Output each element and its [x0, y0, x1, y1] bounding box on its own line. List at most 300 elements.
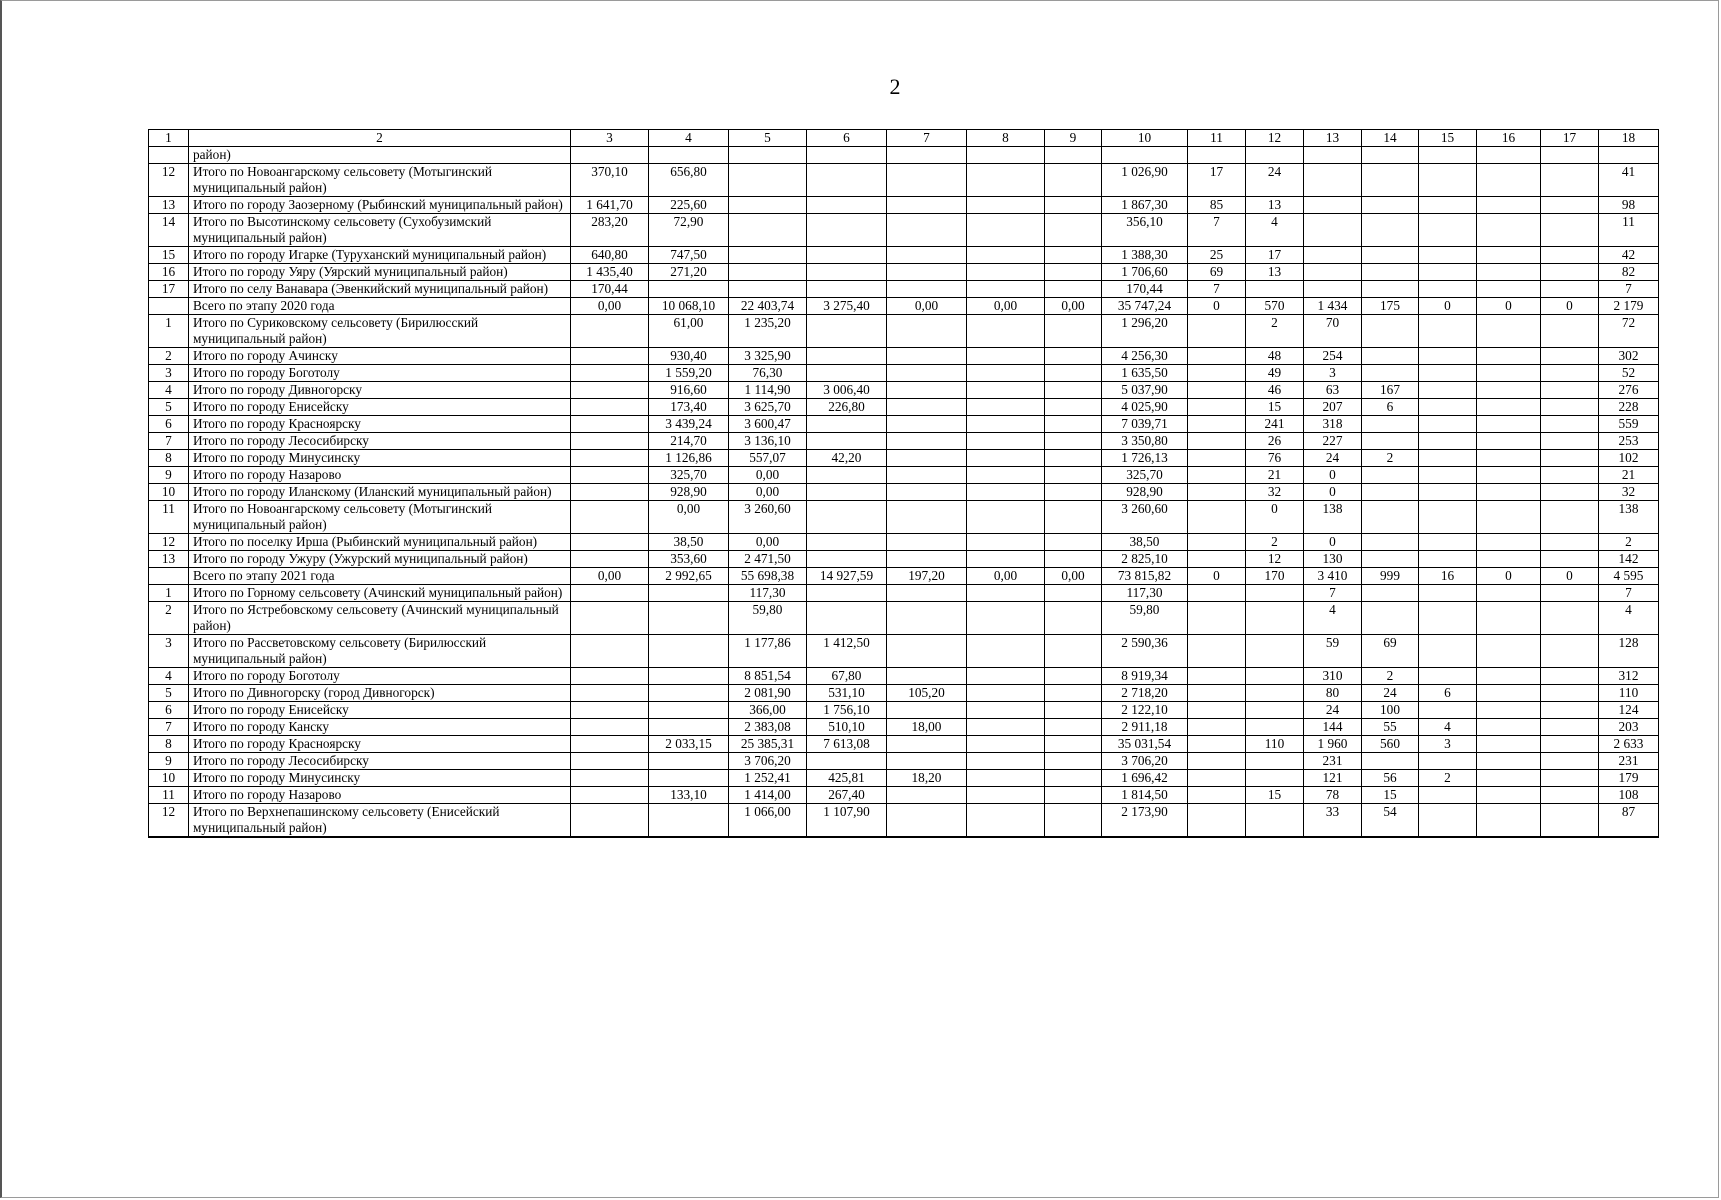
table-cell: 12 [1246, 551, 1304, 568]
table-cell [1419, 551, 1477, 568]
table-cell [1246, 635, 1304, 668]
table-row [149, 348, 1659, 365]
table-cell [967, 348, 1045, 365]
table-cell: 59,80 [1102, 602, 1188, 635]
table-cell [1246, 585, 1304, 602]
table-cell: 3 706,20 [729, 753, 807, 770]
table-cell: 203 [1599, 719, 1659, 736]
row-number: 8 [149, 450, 189, 467]
table-cell [1362, 467, 1419, 484]
table-cell: 207 [1304, 399, 1362, 416]
table-cell [1419, 399, 1477, 416]
row-number: 7 [149, 719, 189, 736]
table-cell [887, 787, 967, 804]
table-cell [1045, 719, 1102, 736]
row-number: 9 [149, 753, 189, 770]
table-cell [1045, 585, 1102, 602]
table-cell [1477, 804, 1541, 838]
table-cell: 3 625,70 [729, 399, 807, 416]
table-cell [1477, 416, 1541, 433]
row-number: 14 [149, 214, 189, 247]
table-cell: 570 [1246, 298, 1304, 315]
table-cell [887, 467, 967, 484]
table-row [149, 382, 1659, 399]
table-cell [1045, 382, 1102, 399]
table-cell: 0,00 [649, 501, 729, 534]
row-number: 8 [149, 736, 189, 753]
table-cell: 142 [1599, 551, 1659, 568]
row-name: Итого по городу Игарке (Туруханский муниципальный район) [189, 247, 571, 264]
table-cell: 22 403,74 [729, 298, 807, 315]
table-cell: 144 [1304, 719, 1362, 736]
table-cell [1362, 416, 1419, 433]
table-row [149, 450, 1659, 467]
table-cell: 4 [1304, 602, 1362, 635]
row-name: Итого по селу Ванавара (Эвенкийский муниципальный район) [189, 281, 571, 298]
table-cell: 276 [1599, 382, 1659, 399]
table-cell [1541, 585, 1599, 602]
table-cell [967, 787, 1045, 804]
table-cell: 2 081,90 [729, 685, 807, 702]
table-cell [1541, 804, 1599, 838]
table-cell: 42,20 [807, 450, 887, 467]
table-cell [1188, 501, 1246, 534]
column-header: 13 [1304, 130, 1362, 147]
table-cell [1045, 399, 1102, 416]
table-cell [1188, 348, 1246, 365]
table-cell: 117,30 [1102, 585, 1188, 602]
table-cell: 8 919,34 [1102, 668, 1188, 685]
table-cell: 640,80 [571, 247, 649, 264]
table-cell [1541, 382, 1599, 399]
table-cell [1304, 264, 1362, 281]
table-cell: 72,90 [649, 214, 729, 247]
table-cell [1419, 147, 1477, 164]
row-name: Итого по Суриковскому сельсовету (Бирилюсский муниципальный район) [189, 315, 571, 348]
table-cell [729, 264, 807, 281]
table-cell: 2 911,18 [1102, 719, 1188, 736]
table-cell [1246, 702, 1304, 719]
table-cell [1188, 585, 1246, 602]
row-name: Итого по поселку Ирша (Рыбинский муниципальный район) [189, 534, 571, 551]
row-name: Всего по этапу 2020 года [189, 298, 571, 315]
table-cell [967, 450, 1045, 467]
column-header: 3 [571, 130, 649, 147]
table-row [149, 551, 1659, 568]
table-cell: 138 [1304, 501, 1362, 534]
table-cell [807, 365, 887, 382]
row-number: 11 [149, 787, 189, 804]
table-cell [1045, 602, 1102, 635]
table-cell [1541, 602, 1599, 635]
table-cell [1419, 753, 1477, 770]
table-cell: 63 [1304, 382, 1362, 399]
table-cell [1362, 484, 1419, 501]
table-cell: 7 [1304, 585, 1362, 602]
table-cell: 0,00 [887, 298, 967, 315]
table-cell: 318 [1304, 416, 1362, 433]
table-cell [807, 348, 887, 365]
table-cell: 0 [1419, 298, 1477, 315]
row-number: 13 [149, 551, 189, 568]
row-name: Итого по городу Иланскому (Иланский муниципальный район) [189, 484, 571, 501]
table-cell [1419, 484, 1477, 501]
table-cell: 175 [1362, 298, 1419, 315]
table-cell: 1 960 [1304, 736, 1362, 753]
table-cell [1419, 467, 1477, 484]
table-cell: 283,20 [571, 214, 649, 247]
table-cell: 25 385,31 [729, 736, 807, 753]
table-cell: 124 [1599, 702, 1659, 719]
table-cell [1362, 551, 1419, 568]
table-cell [571, 147, 649, 164]
table-cell [571, 719, 649, 736]
table-row [149, 787, 1659, 804]
table-cell [967, 753, 1045, 770]
table-cell: 24 [1304, 450, 1362, 467]
table-cell: 228 [1599, 399, 1659, 416]
table-cell [967, 214, 1045, 247]
table-cell: 3 439,24 [649, 416, 729, 433]
table-row [149, 534, 1659, 551]
column-header: 12 [1246, 130, 1304, 147]
table-cell: 1 296,20 [1102, 315, 1188, 348]
table-cell: 1 726,13 [1102, 450, 1188, 467]
table-cell [1477, 264, 1541, 281]
table-cell [1541, 736, 1599, 753]
table-cell [1246, 753, 1304, 770]
table-cell [1188, 753, 1246, 770]
table-body [149, 147, 1659, 838]
table-cell [807, 264, 887, 281]
table-cell [1246, 281, 1304, 298]
table-cell [887, 164, 967, 197]
table-cell: 78 [1304, 787, 1362, 804]
table-cell: 108 [1599, 787, 1659, 804]
table-cell: 69 [1188, 264, 1246, 281]
table-row [149, 602, 1659, 635]
table-cell [1246, 668, 1304, 685]
table-cell [571, 467, 649, 484]
table-cell: 3 325,90 [729, 348, 807, 365]
row-number: 6 [149, 702, 189, 719]
table-cell: 7 613,08 [807, 736, 887, 753]
table-cell: 656,80 [649, 164, 729, 197]
row-name: Итого по городу Енисейску [189, 702, 571, 719]
table-cell: 24 [1362, 685, 1419, 702]
table-cell [1246, 804, 1304, 838]
table-row [149, 315, 1659, 348]
table-cell: 80 [1304, 685, 1362, 702]
table-cell: 21 [1246, 467, 1304, 484]
table-cell: 370,10 [571, 164, 649, 197]
table-cell: 128 [1599, 635, 1659, 668]
table-cell: 0 [1304, 534, 1362, 551]
table-cell [1045, 484, 1102, 501]
table-cell [1541, 247, 1599, 264]
table-cell [1304, 197, 1362, 214]
table-cell [1045, 147, 1102, 164]
table-cell: 38,50 [649, 534, 729, 551]
table-cell [887, 668, 967, 685]
table-cell: 3 706,20 [1102, 753, 1188, 770]
table-cell: 241 [1246, 416, 1304, 433]
table-cell: 1 412,50 [807, 635, 887, 668]
table-cell [1362, 585, 1419, 602]
table-cell [1188, 804, 1246, 838]
table-cell [1541, 787, 1599, 804]
row-number: 2 [149, 602, 189, 635]
table-cell [1362, 264, 1419, 281]
table-cell: 173,40 [649, 399, 729, 416]
table-cell [1477, 214, 1541, 247]
row-number: 10 [149, 770, 189, 787]
row-number: 17 [149, 281, 189, 298]
table-cell: 102 [1599, 450, 1659, 467]
table-row [149, 214, 1659, 247]
table-cell: 3 275,40 [807, 298, 887, 315]
table-cell [571, 416, 649, 433]
table-cell [807, 164, 887, 197]
table-cell: 3 [1419, 736, 1477, 753]
table-cell: 226,80 [807, 399, 887, 416]
table-cell [1541, 197, 1599, 214]
table-cell [1188, 787, 1246, 804]
table-cell: 5 037,90 [1102, 382, 1188, 399]
table-cell [1045, 501, 1102, 534]
table-cell: 15 [1246, 399, 1304, 416]
table-cell [1419, 348, 1477, 365]
row-name: Итого по городу Енисейску [189, 399, 571, 416]
table-row [149, 416, 1659, 433]
table-cell: 1 177,86 [729, 635, 807, 668]
table-cell [571, 602, 649, 635]
table-cell [1477, 551, 1541, 568]
row-name: Итого по городу Минусинску [189, 450, 571, 467]
table-cell [807, 467, 887, 484]
row-number: 6 [149, 416, 189, 433]
table-cell: 1 114,90 [729, 382, 807, 399]
table-cell [967, 247, 1045, 264]
table-cell [1246, 602, 1304, 635]
table-cell: 3 600,47 [729, 416, 807, 433]
table-cell: 110 [1599, 685, 1659, 702]
table-cell: 69 [1362, 635, 1419, 668]
table-cell [1188, 315, 1246, 348]
table-cell: 271,20 [649, 264, 729, 281]
table-cell: 110 [1246, 736, 1304, 753]
table-cell [1246, 770, 1304, 787]
table-cell [1188, 450, 1246, 467]
table-cell [1362, 753, 1419, 770]
table-row [149, 719, 1659, 736]
table-cell [1362, 197, 1419, 214]
column-header: 7 [887, 130, 967, 147]
table-cell [1419, 804, 1477, 838]
table-cell: 26 [1246, 433, 1304, 450]
row-name: Итого по городу Уяру (Уярский муниципальный район) [189, 264, 571, 281]
table-cell [1419, 247, 1477, 264]
table-cell: 1 867,30 [1102, 197, 1188, 214]
table-cell [1419, 164, 1477, 197]
row-number [149, 298, 189, 315]
table-cell: 559 [1599, 416, 1659, 433]
table-cell: 14 927,59 [807, 568, 887, 585]
table-cell: 560 [1362, 736, 1419, 753]
table-cell [1419, 365, 1477, 382]
table-cell [807, 281, 887, 298]
table-cell [1045, 685, 1102, 702]
table-cell [1419, 450, 1477, 467]
table-cell: 928,90 [649, 484, 729, 501]
row-number: 16 [149, 264, 189, 281]
table-cell: 2 718,20 [1102, 685, 1188, 702]
table-cell [571, 382, 649, 399]
table-cell [887, 736, 967, 753]
column-header: 2 [189, 130, 571, 147]
table-cell: 1 107,90 [807, 804, 887, 838]
table-cell [571, 315, 649, 348]
table-cell: 170 [1246, 568, 1304, 585]
table-cell [1477, 315, 1541, 348]
table-cell: 353,60 [649, 551, 729, 568]
table-cell: 2 173,90 [1102, 804, 1188, 838]
row-name: Итого по Новоангарскому сельсовету (Мотыгинский муниципальный район) [189, 501, 571, 534]
row-name: Итого по городу Красноярску [189, 736, 571, 753]
table-cell [1188, 147, 1246, 164]
table-cell [967, 602, 1045, 635]
table-cell [1541, 214, 1599, 247]
table-cell [1045, 197, 1102, 214]
table-cell: 928,90 [1102, 484, 1188, 501]
table-row [149, 668, 1659, 685]
table-cell: 4 256,30 [1102, 348, 1188, 365]
row-name: район) [189, 147, 571, 164]
table-cell [571, 668, 649, 685]
table-cell [1188, 365, 1246, 382]
table-cell [967, 702, 1045, 719]
row-name: Итого по городу Назарово [189, 467, 571, 484]
table-cell [967, 719, 1045, 736]
table-cell [1541, 365, 1599, 382]
row-name: Всего по этапу 2021 года [189, 568, 571, 585]
table-cell [1541, 484, 1599, 501]
row-number: 10 [149, 484, 189, 501]
table-cell [1045, 365, 1102, 382]
table-cell [1045, 668, 1102, 685]
table-cell [1188, 702, 1246, 719]
table-row [149, 753, 1659, 770]
table-cell: 2 [1362, 450, 1419, 467]
table-cell: 76,30 [729, 365, 807, 382]
table-row [149, 147, 1659, 164]
table-cell: 4 025,90 [1102, 399, 1188, 416]
table-cell [807, 585, 887, 602]
table-cell [967, 315, 1045, 348]
table-cell: 4 [1599, 602, 1659, 635]
table-cell: 117,30 [729, 585, 807, 602]
table-cell: 253 [1599, 433, 1659, 450]
table-cell [1477, 501, 1541, 534]
table-cell: 55 698,38 [729, 568, 807, 585]
table-cell [1246, 719, 1304, 736]
table-cell [1188, 467, 1246, 484]
table-cell: 18,00 [887, 719, 967, 736]
table-cell: 179 [1599, 770, 1659, 787]
table-cell [887, 281, 967, 298]
table-cell: 10 068,10 [649, 298, 729, 315]
table-cell [1362, 348, 1419, 365]
table-cell [887, 433, 967, 450]
table-cell: 170,44 [571, 281, 649, 298]
table-cell [649, 281, 729, 298]
table-cell: 70 [1304, 315, 1362, 348]
table-cell [1477, 534, 1541, 551]
table-cell [807, 197, 887, 214]
table-cell: 0,00 [571, 298, 649, 315]
table-cell [1246, 685, 1304, 702]
table-cell: 325,70 [649, 467, 729, 484]
table-cell [1419, 433, 1477, 450]
row-name: Итого по городу Лесосибирску [189, 753, 571, 770]
table-cell [571, 450, 649, 467]
row-number: 12 [149, 534, 189, 551]
page-number: 2 [889, 74, 901, 99]
table-cell [1477, 450, 1541, 467]
table-cell [967, 770, 1045, 787]
table-cell [1541, 534, 1599, 551]
table-cell: 3 006,40 [807, 382, 887, 399]
table-cell [1477, 668, 1541, 685]
table-cell: 1 756,10 [807, 702, 887, 719]
row-number: 15 [149, 247, 189, 264]
table-cell [1541, 702, 1599, 719]
table-cell: 312 [1599, 668, 1659, 685]
row-name: Итого по городу Ужуру (Ужурский муниципальный район) [189, 551, 571, 568]
column-header: 16 [1477, 130, 1541, 147]
row-number [149, 568, 189, 585]
table-cell: 531,10 [807, 685, 887, 702]
table-cell: 0 [1188, 298, 1246, 315]
table-row [149, 702, 1659, 719]
table-cell: 7 [1599, 585, 1659, 602]
table-cell: 2 [1599, 534, 1659, 551]
table-cell: 0,00 [729, 534, 807, 551]
table-cell [649, 753, 729, 770]
column-header: 5 [729, 130, 807, 147]
table-cell [1362, 281, 1419, 298]
row-name: Итого по городу Лесосибирску [189, 433, 571, 450]
table-cell: 133,10 [649, 787, 729, 804]
table-cell: 197,20 [887, 568, 967, 585]
table-cell [887, 348, 967, 365]
table-cell [571, 551, 649, 568]
table-row [149, 264, 1659, 281]
table-cell [967, 281, 1045, 298]
table-cell [649, 585, 729, 602]
row-name: Итого по городу Красноярску [189, 416, 571, 433]
table-cell: 7 [1188, 281, 1246, 298]
table-cell [1541, 416, 1599, 433]
table-cell: 0 [1541, 298, 1599, 315]
table-cell: 18,20 [887, 770, 967, 787]
table-cell [1045, 281, 1102, 298]
table-cell [1477, 685, 1541, 702]
table-cell [1362, 534, 1419, 551]
table-cell [571, 635, 649, 668]
table-cell: 13 [1246, 197, 1304, 214]
table-cell [1419, 281, 1477, 298]
